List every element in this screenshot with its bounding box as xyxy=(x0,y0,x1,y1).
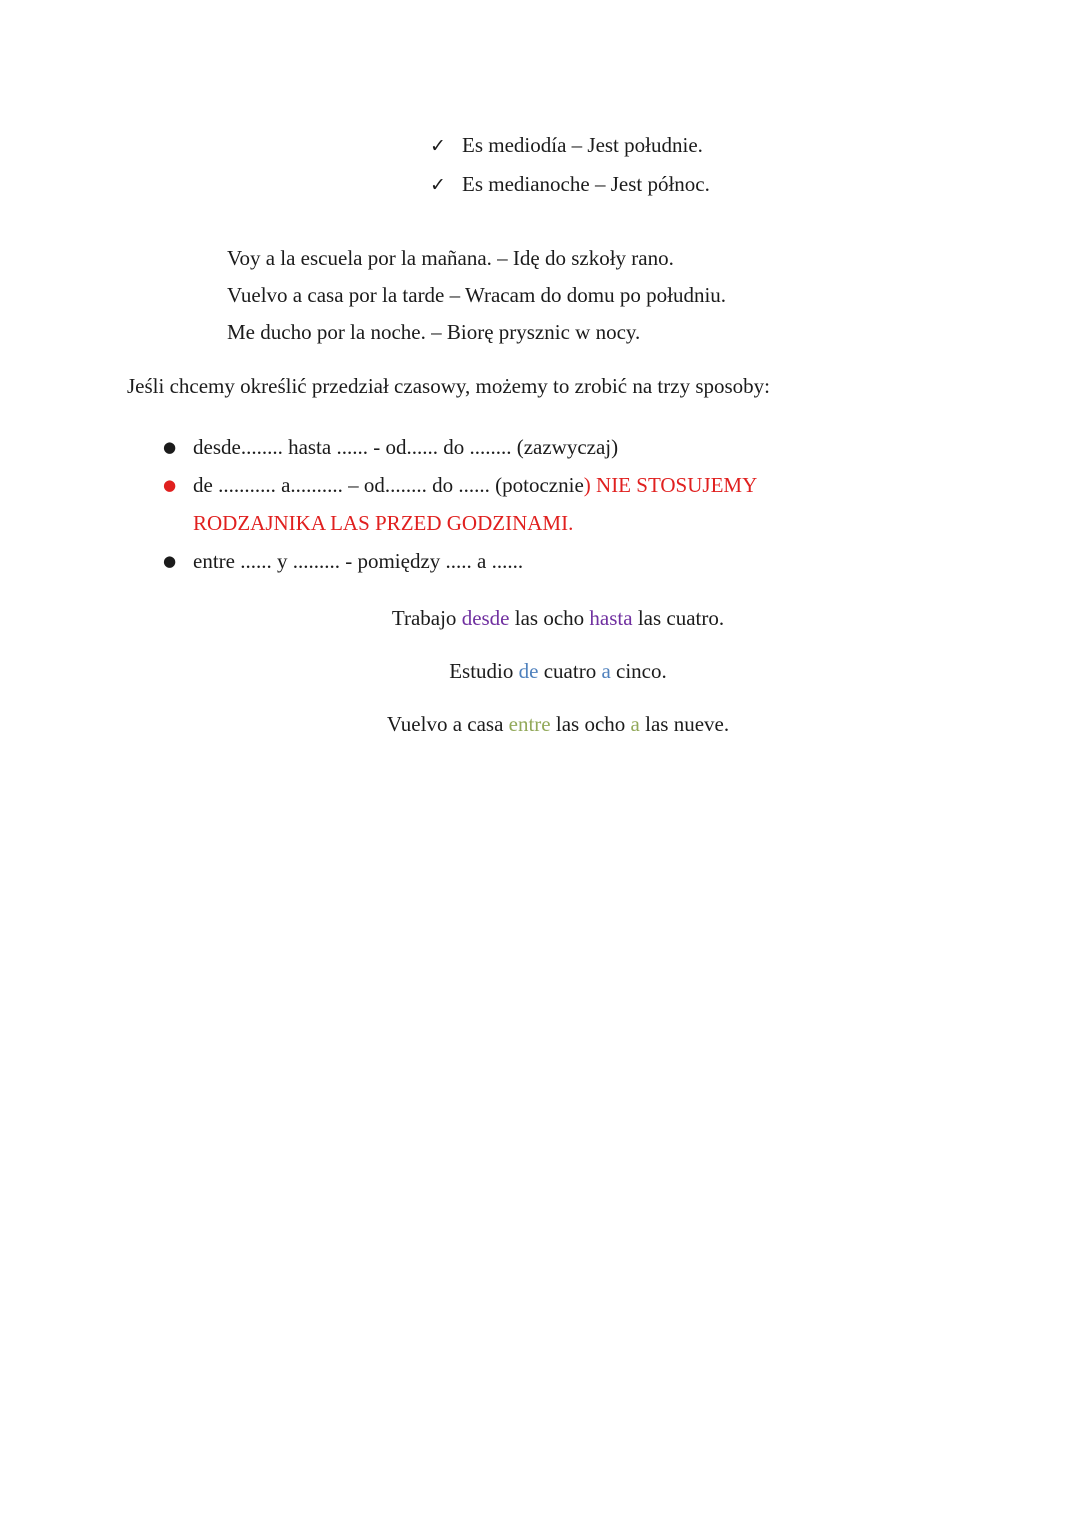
text-segment: las cuatro. xyxy=(632,606,725,630)
check-list xyxy=(430,126,710,204)
example-sentence xyxy=(127,706,989,743)
text-segment: las ocho xyxy=(509,606,590,630)
check-list-text: Es medianoche – Jest północ. xyxy=(462,172,710,196)
check-list-item xyxy=(430,165,710,204)
intro-sentence: Jeśli chcemy określić przedział czasowy, możemy to zrobić na trzy sposoby: xyxy=(127,374,771,398)
text-segment: desde........ hasta ...... - od...... do ........ (zazwyczaj) xyxy=(193,435,619,459)
check-icon: ✓ xyxy=(430,135,446,157)
text-segment: Vuelvo a casa xyxy=(386,712,509,736)
text-segment: a xyxy=(601,659,611,683)
bullet-icon: ● xyxy=(163,476,177,494)
paragraph-line: Me ducho por la noche. – Biorę prysznic w nocy. xyxy=(227,320,641,344)
text-segment: entre xyxy=(508,712,551,736)
bullet-text xyxy=(193,466,757,542)
text-segment: hasta xyxy=(589,606,633,630)
bullet-list xyxy=(163,428,757,580)
bullet-line xyxy=(193,473,757,497)
example-sentence xyxy=(127,653,989,690)
example-paragraph xyxy=(227,240,726,351)
bullet-text xyxy=(193,428,757,466)
centered-examples xyxy=(127,600,989,759)
text-segment: entre ...... y ......... - pomiędzy ..... a ...... xyxy=(193,549,524,573)
text-segment: las ocho xyxy=(550,712,631,736)
bullet-icon: ● xyxy=(163,552,177,570)
text-segment: desde xyxy=(461,606,510,630)
text-segment: de ........... a.......... – od........ do ...... (potocznie xyxy=(193,473,584,497)
check-list-item xyxy=(430,126,710,165)
bullet-icon: ● xyxy=(163,438,177,456)
text-segment: las nueve. xyxy=(639,712,730,736)
text-segment: cuatro xyxy=(538,659,602,683)
bullet-item xyxy=(163,466,757,542)
text-segment: Trabajo xyxy=(391,606,462,630)
check-icon: ✓ xyxy=(430,174,446,196)
text-segment: de xyxy=(518,659,539,683)
paragraph-line: Voy a la escuela por la mañana. – Idę do szkoły rano. xyxy=(227,246,674,270)
text-segment: cinco. xyxy=(610,659,667,683)
check-list-text: Es mediodía – Jest południe. xyxy=(462,133,703,157)
bullet-continuation-line xyxy=(193,511,573,535)
text-segment: Estudio xyxy=(449,659,519,683)
bullet-item xyxy=(163,542,757,580)
text-segment: a xyxy=(630,712,640,736)
bullet-item xyxy=(163,428,757,466)
example-sentence xyxy=(127,600,989,637)
paragraph-line: Vuelvo a casa por la tarde – Wracam do domu po południu. xyxy=(227,283,727,307)
text-segment: RODZAJNIKA LAS PRZED GODZINAMI. xyxy=(193,511,574,535)
bullet-text xyxy=(193,542,757,580)
text-segment: ) NIE STOSUJEMY xyxy=(583,473,758,497)
